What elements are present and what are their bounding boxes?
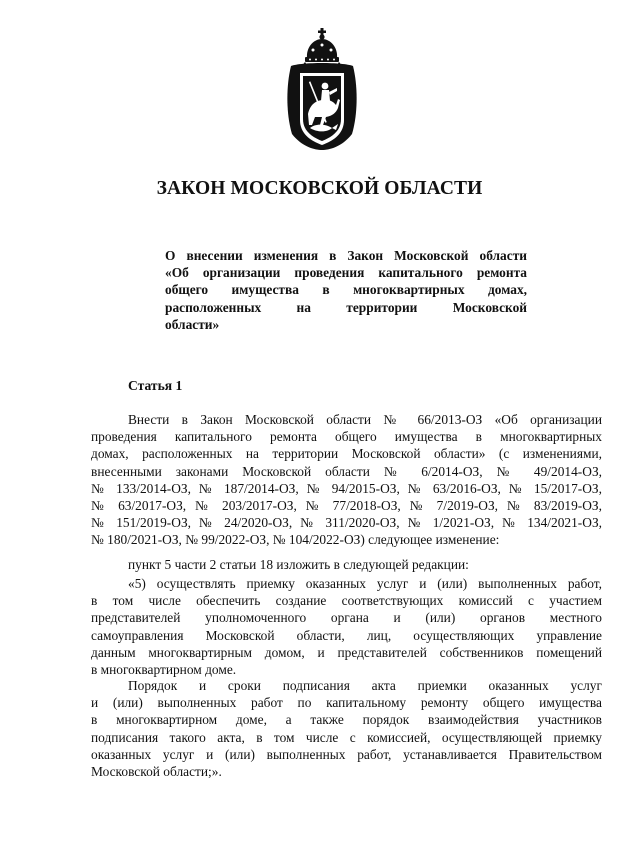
paragraph-line: № 63/2017-ОЗ, № 203/2017-ОЗ, № 77/2018-ОЗ, № 7/2019-ОЗ, № 83/2019-ОЗ, <box>91 498 602 514</box>
paragraph-line: № 133/2014-ОЗ, № 187/2014-ОЗ, № 94/2015-ОЗ, № 63/2016-ОЗ, № 15/2017-ОЗ, <box>91 480 602 496</box>
subject-line: расположенных на территории Московской <box>165 299 527 315</box>
paragraph-line: № 180/2021-ОЗ, № 99/2022-ОЗ, № 104/2022-ОЗ) следующее изменение: <box>91 532 500 548</box>
paragraph-line: Внести в Закон Московской области № 66/2013-ОЗ «Об организации <box>128 412 602 427</box>
subject-line: «Об организации проведения капитального ремонта <box>165 265 527 281</box>
paragraph-line: в многоквартирном доме. <box>91 662 237 678</box>
paragraph-line: Порядок и сроки подписания акта приемки оказанных услуг <box>128 678 602 693</box>
acceptance-order-paragraph <box>91 677 602 780</box>
amended-text-paragraph <box>91 575 602 678</box>
paragraph-line: внесенными законами Московской области № 6/2014-ОЗ, № 49/2014-ОЗ, <box>91 463 602 479</box>
paragraph-line: самоуправления Московской области, лиц, осуществляющих управление <box>91 627 602 643</box>
law-title: ЗАКОН МОСКОВСКОЙ ОБЛАСТИ <box>156 178 483 199</box>
subject-line: общего имущества в многоквартирных домах, <box>165 282 527 298</box>
paragraph-line: пункт 5 части 2 статьи 18 изложить в следующей редакции: <box>128 557 469 572</box>
paragraph-line: подписания такого акта, в том числе с комиссией, осуществляющей приемку <box>91 729 602 745</box>
amendment-point-paragraph <box>91 556 602 573</box>
paragraph-line: Московской области;». <box>91 764 222 780</box>
paragraph-line: домах, расположенных на территории Московской области» (с изменениями, <box>91 446 602 462</box>
paragraph-line: «5) осуществлять приемку оказанных услуг и (или) выполненных работ, <box>128 576 602 591</box>
article-heading: Статья 1 <box>128 378 183 393</box>
paragraph-line: в многоквартирном доме, а также порядок взаимодействия участников <box>91 712 602 728</box>
paragraph-line: данным многоквартирным домом, и представителей собственников помещений <box>91 644 602 660</box>
paragraph-line: и (или) выполненных работ по капитальному ремонту общего имущества <box>91 695 602 711</box>
paragraph-line: оказанных услуг и (или) выполненных работ, устанавливается Правительством <box>91 746 602 762</box>
subject-line: области» <box>165 316 220 332</box>
paragraph-line: проведения капитального ремонта общего имущества в многоквартирных <box>91 429 602 445</box>
article-intro-paragraph <box>91 411 602 549</box>
paragraph-line: представителей уполномоченного органа и (или) органов местного <box>91 610 602 626</box>
law-subject <box>165 247 527 333</box>
paragraph-line: в том числе обеспечить создание соответствующих комиссий с участием <box>91 593 602 609</box>
subject-line: О внесении изменения в Закон Московской области <box>165 248 527 263</box>
paragraph-line: № 151/2019-ОЗ, № 24/2020-ОЗ, № 311/2020-ОЗ, № 1/2021-ОЗ, № 134/2021-ОЗ, <box>91 515 602 531</box>
coat-of-arms-icon <box>280 28 364 152</box>
